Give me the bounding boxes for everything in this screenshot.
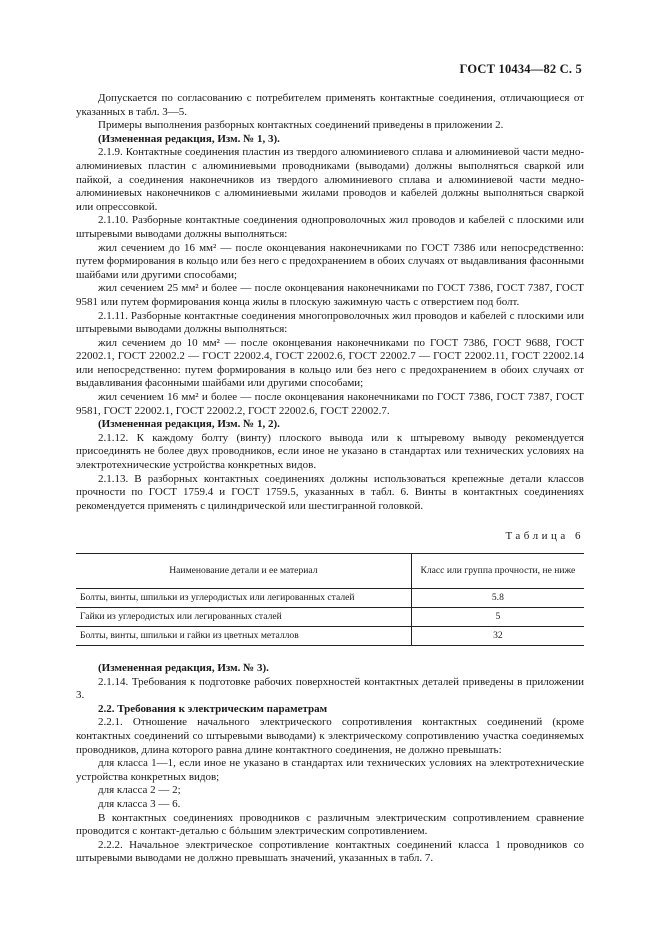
paragraph: для класса 3 — 6. xyxy=(98,797,181,810)
paragraph: 2.1.10. Разборные контактные соединения однопроволочных жил проводов и кабелей с плоскими или штыревыми выводами должны выполняться: xyxy=(76,214,584,240)
paragraph: 2.1.12. К каждому болту (винту) плоского вывода или к штыревому выводу рекомендуется присоединять не более двух проводников, если иное не указано в стандартах или технических условиях на электротехнические устройства конкретных видов. xyxy=(76,431,584,472)
paragraph: 2.2.1. Отношение начального электрического сопротивления контактных соединений (кроме контактных соединений со штыревыми выводами) к электрическому сопротивлению участка соединяемых проводников, длина которого равна длине контактного соединения, не должно превышать: xyxy=(76,716,584,756)
section-upper-text xyxy=(76,92,584,513)
paragraph: 2.1.14. Требования к подготовке рабочих поверхностей контактных деталей приведены в приложении 3. xyxy=(76,675,584,702)
bold-paragraph: (Измененная редакция, Изм. № 1, 3). xyxy=(98,132,280,145)
page-header: ГОСТ 10434—82 С. 5 xyxy=(459,62,582,76)
table-6 xyxy=(76,553,584,646)
table-caption: Таблица 6 xyxy=(505,530,584,543)
table-row xyxy=(76,627,584,646)
paragraph: жил сечением 25 мм² и более — после оконцевания наконечниками по ГОСТ 7386, ГОСТ 7387, ГОСТ 9581 или путем формирования конца жилы в плоскую зажимную часть с отверстием под болт. xyxy=(76,282,584,308)
table-cell-class: 32 xyxy=(411,627,584,646)
table-cell-class: 5.8 xyxy=(411,589,584,608)
paragraph: 2.1.9. Контактные соединения пластин из твердого алюминиевого сплава и алюминиевой части медно-алюминиевых пластин с алюминиевыми проводниками (выводами) должны выполняться сваркой или пайкой, а соединения наконечников из твердого алюминиевого сплава и алюминиевой части медно-алюминиевых наконечников с алюминиевыми жилами проводов и кабелей должны выполняться сваркой или опрессовкой. xyxy=(76,146,584,213)
table-header-row xyxy=(76,554,584,589)
paragraph: жил сечением до 16 мм² — после оконцевания наконечниками по ГОСТ 7386 или непосредственно: путем формирования в кольцо или без него с предохранением в обоих случаях от выдавливания фасонными шайбами или другими способами; xyxy=(76,241,584,281)
bold-paragraph: (Измененная редакция, Изм. № 1, 2). xyxy=(98,418,280,431)
bold-paragraph: 2.2. Требования к электрическим параметрам xyxy=(98,702,328,715)
paragraph: жил сечением 16 мм² и более — после оконцевания наконечниками по ГОСТ 7386, ГОСТ 7387, ГОСТ 9581, ГОСТ 22002.1, ГОСТ 22002.2, ГОСТ 22002.6, ГОСТ 22002.7. xyxy=(76,391,584,417)
table-cell-part: Болты, винты, шпильки и гайки из цветных металлов xyxy=(76,627,411,646)
paragraph: 2.1.13. В разборных контактных соединениях должны использоваться крепежные детали классов прочности по ГОСТ 1759.4 и ГОСТ 1759.5, указанных в табл. 6. Винты в контактных соединениях рекомендуется применять с цилиндрической или шестигранной головкой. xyxy=(76,472,584,512)
table-header-class: Класс или группа прочности, не ниже xyxy=(411,554,584,589)
paragraph: для класса 1—1, если иное не указано в стандартах или технических условиях на электротехнические устройства конкретных видов; xyxy=(76,757,584,783)
table-header-part: Наименование детали и ее материал xyxy=(76,554,411,589)
document-body xyxy=(76,92,584,866)
table-row xyxy=(76,589,584,608)
section-lower-text xyxy=(76,662,584,866)
table-cell-part: Болты, винты, шпильки из углеродистых или легированных сталей xyxy=(76,589,411,608)
table-cell-part: Гайки из углеродистых или легированных сталей xyxy=(76,608,411,627)
table-row xyxy=(76,608,584,627)
paragraph: 2.1.11. Разборные контактные соединения многопроволочных жил проводов и кабелей с плоскими или штыревыми выводами должны выполняться: xyxy=(76,309,584,336)
paragraph: 2.2.2. Начальное электрическое сопротивление контактных соединений класса 1 проводников со штыревыми выводами не должно превышать значений, указанных в табл. 7. xyxy=(76,838,584,865)
paragraph: В контактных соединениях проводников с различным электрическим сопротивлением сравнение проводится с контакт-деталью с бóльшим электрическим сопротивлением. xyxy=(76,811,584,838)
paragraph: для класса 2 — 2; xyxy=(98,784,181,797)
bold-paragraph: (Измененная редакция, Изм. № 3). xyxy=(98,662,269,674)
paragraph: Допускается по согласованию с потребителем применять контактные соединения, отличающиеся от указанных в табл. 3—5. xyxy=(76,92,584,118)
paragraph: Примеры выполнения разборных контактных соединений приведены в приложении 2. xyxy=(98,119,504,132)
table-cell-class: 5 xyxy=(411,608,584,627)
paragraph: жил сечением до 10 мм² — после оконцевания наконечниками по ГОСТ 7386, ГОСТ 9688, ГОСТ 22002.1, ГОСТ 22002.2 — ГОСТ 22002.4, ГОСТ 22002.6, ГОСТ 22002.7 — ГОСТ 22002.11, ГОСТ 22002.14 или непосредственно: путем формирования в кольцо или без него с предохранением в обоих случаях от выдавливания фасонными шайбами или другими способами; xyxy=(76,336,584,390)
